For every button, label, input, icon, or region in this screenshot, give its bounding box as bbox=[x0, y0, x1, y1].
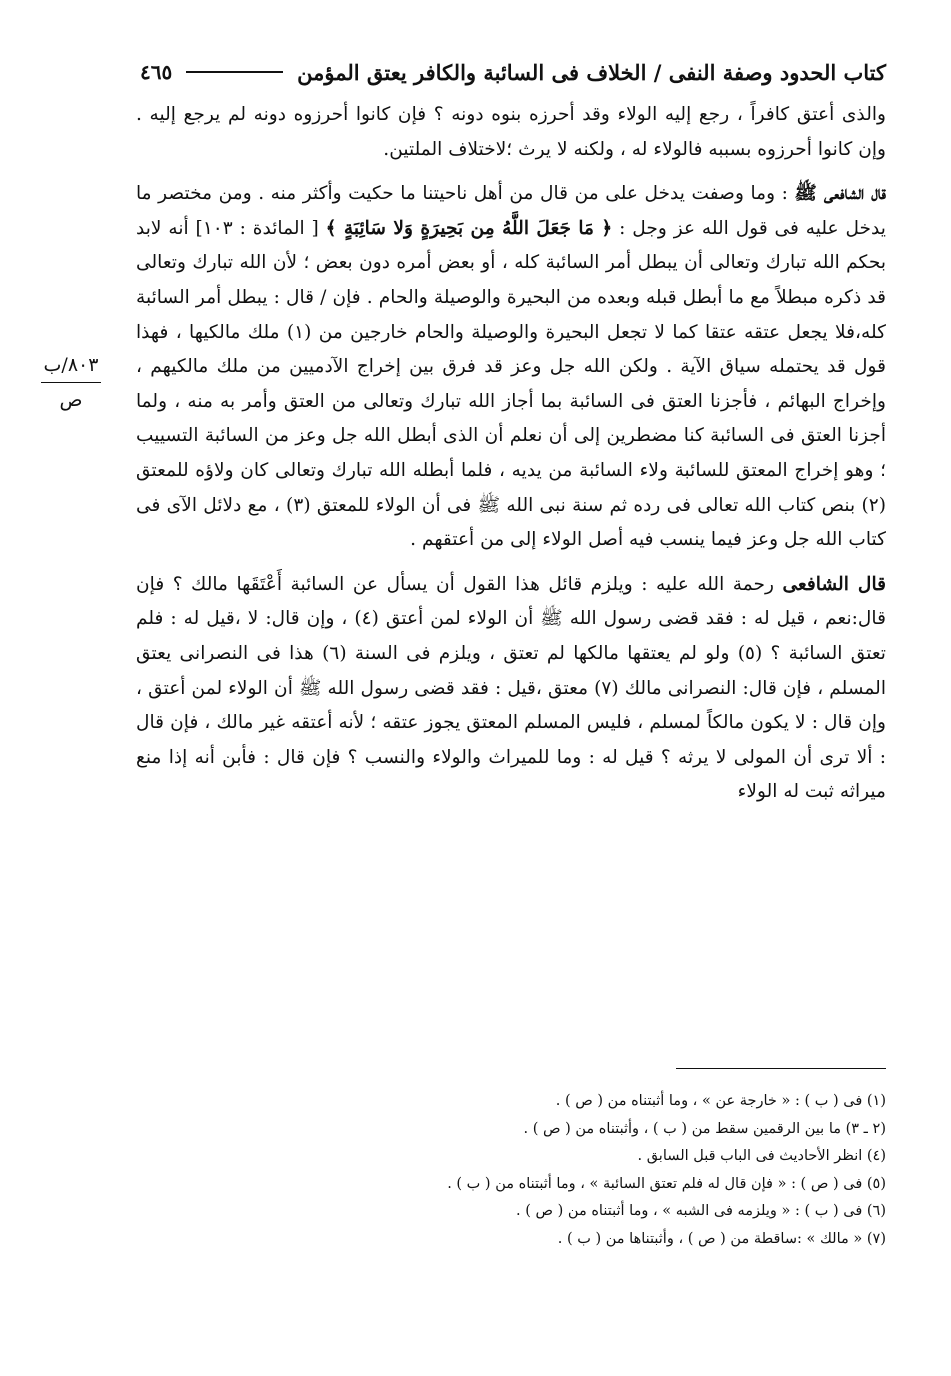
header-title: كتاب الحدود وصفة النفى / الخلاف فى السائبة والكافر يعتق المؤمن bbox=[297, 59, 886, 85]
margin-note-siglum: ص bbox=[59, 389, 83, 411]
paragraph-text: : وما وصفت يدخل على من قال من أهل ناحيتنا ما حكيت وأكثر منه . ومن مختصر ما يدخل عليه فى قول الله عز وجل : bbox=[136, 183, 886, 239]
speaker-label: قال الشافعى ﷺ bbox=[794, 183, 886, 205]
margin-note-folio: ٨٠٣/ب bbox=[43, 354, 99, 376]
main-text bbox=[136, 98, 886, 810]
paragraph-text: [ المائدة : ١٠٣] أنه لابد بحكم الله تبارك وتعالى أن يبطل أمر السائبة كله ، أو بعض أمره دون بعض ؛ لأن الله تبارك وتعالى قد ذكره مبطلاً مع ما أبطل قبله وبعده من البحيرة والوصيلة والحام . فإن / قال : يبطل أمر السائبة كله،فلا يجعل عتقه عتقا كما لا تجعل البحيرة والوصيلة والحام خارجين من (١) ملك مالكيها ، فهذا قول قد يحتمله سياق الآية . ولكن الله جل وعز قد فرق بين إخراج الآدميين من ملك مالكيهم ، وإخراج البهائم ، فأجزنا العتق فى السائبة بما أجاز الله تبارك وتعالى من العتق وأمر به منه ، ولما أجزنا العتق فى السائبة كنا مضطرين إلى أن نعلم أن الذى أبطل الله جل وعز من السائبة التسييب ؛ وهو إخراج المعتق للسائبة ولاء السائبة من يديه ، فلما أبطله الله تبارك وتعالى كان ولاؤه للمعتق (٢) بنص كتاب الله تعالى فى رده ثم سنة نبى الله ﷺ فى أن الولاء للمعتق (٣) ، مع دلائل الآى فى كتاب الله جل وعز فيما ينسب فيه أصل الولاء إلى من أعتقهم . bbox=[136, 217, 887, 551]
paragraph bbox=[136, 568, 886, 810]
footnote: (٦) فى ( ب ) : « ويلزمه فى الشبه » ، وما أثبتناه من ( ص ) . bbox=[516, 1203, 886, 1220]
running-header bbox=[140, 52, 886, 92]
footnote: (٢ ـ ٣) ما بين الرقمين سقط من ( ب ) ، وأثبتناه من ( ص ) . bbox=[523, 1120, 886, 1137]
paragraph-text: والذى أعتق كافراً ، رجع إليه الولاء وقد أحرزه بنوه دونه ؟ فإن كانوا أحرزوه دونه لم يرجع إليه . وإن كانوا أحرزوه بسببه فالولاء له ، ولكنه لا يرث ؛لاختلاف الملتين. bbox=[136, 104, 886, 160]
page-number: ٤٦٥ bbox=[140, 60, 173, 84]
footnotes bbox=[300, 1088, 886, 1254]
footnote: (٧) « مالك » :ساقطة من ( ص ) ، وأثبتناها من ( ب ) . bbox=[557, 1230, 886, 1247]
header-rule bbox=[186, 71, 283, 73]
footnote: (١) فى ( ب ) : « خارجة عن » ، وما أثبتناه من ( ص ) . bbox=[555, 1093, 886, 1109]
margin-note-divider bbox=[41, 382, 101, 383]
paragraph bbox=[136, 98, 886, 167]
footnote-separator bbox=[676, 1068, 886, 1069]
speaker-label: قال الشافعى bbox=[782, 573, 886, 595]
quran-quote: ﴿ مَا جَعَلَ اللَّهُ مِن بَحِيرَةٍ وَلا سَائِبَةٍ ﴾ bbox=[325, 217, 613, 239]
paragraph bbox=[136, 177, 886, 558]
footnote: (٥) فى ( ص ) : « فإن قال له فلم تعتق السائبة » ، وما أثبتناه من ( ب ) . bbox=[447, 1175, 886, 1192]
paragraph-text: رحمة الله عليه : ويلزم قائل هذا القول أن يسأل عن السائبة أَعْتَقَها مالك ؟ فإن قال:نعم ، قيل له : فقد قضى رسول الله ﷺ أن الولاء لمن أعتق (٤) ، وإن قال: لا ،قيل له : فلم تعتق السائبة ؟ (٥) ولو لم يعتقها مالكها لم تعتق ، ويلزم فى السنة (٦) هذا فى النصرانى يعتق المسلم ، فإن قال: النصرانى مالك (٧) معتق ،قيل : فقد قضى رسول الله ﷺ أن الولاء لمن أعتق ، وإن قال : لا يكون مالكاً لمسلم ، فليس المسلم المعتق يجوز عتقه ؛ لأنه أعتقه غير مالك ، فإن قال : ألا ترى أن المولى لا يرثه ؟ قيل له : وما للميراث والولاء والنسب ؟ فإن قال : فأبن أنه إذا منع ميراثه ثبت له الولاء bbox=[136, 573, 886, 803]
footnote: (٤) انظر الأحاديث فى الباب قبل السابق . bbox=[637, 1148, 886, 1165]
manuscript-margin-note bbox=[36, 352, 106, 413]
